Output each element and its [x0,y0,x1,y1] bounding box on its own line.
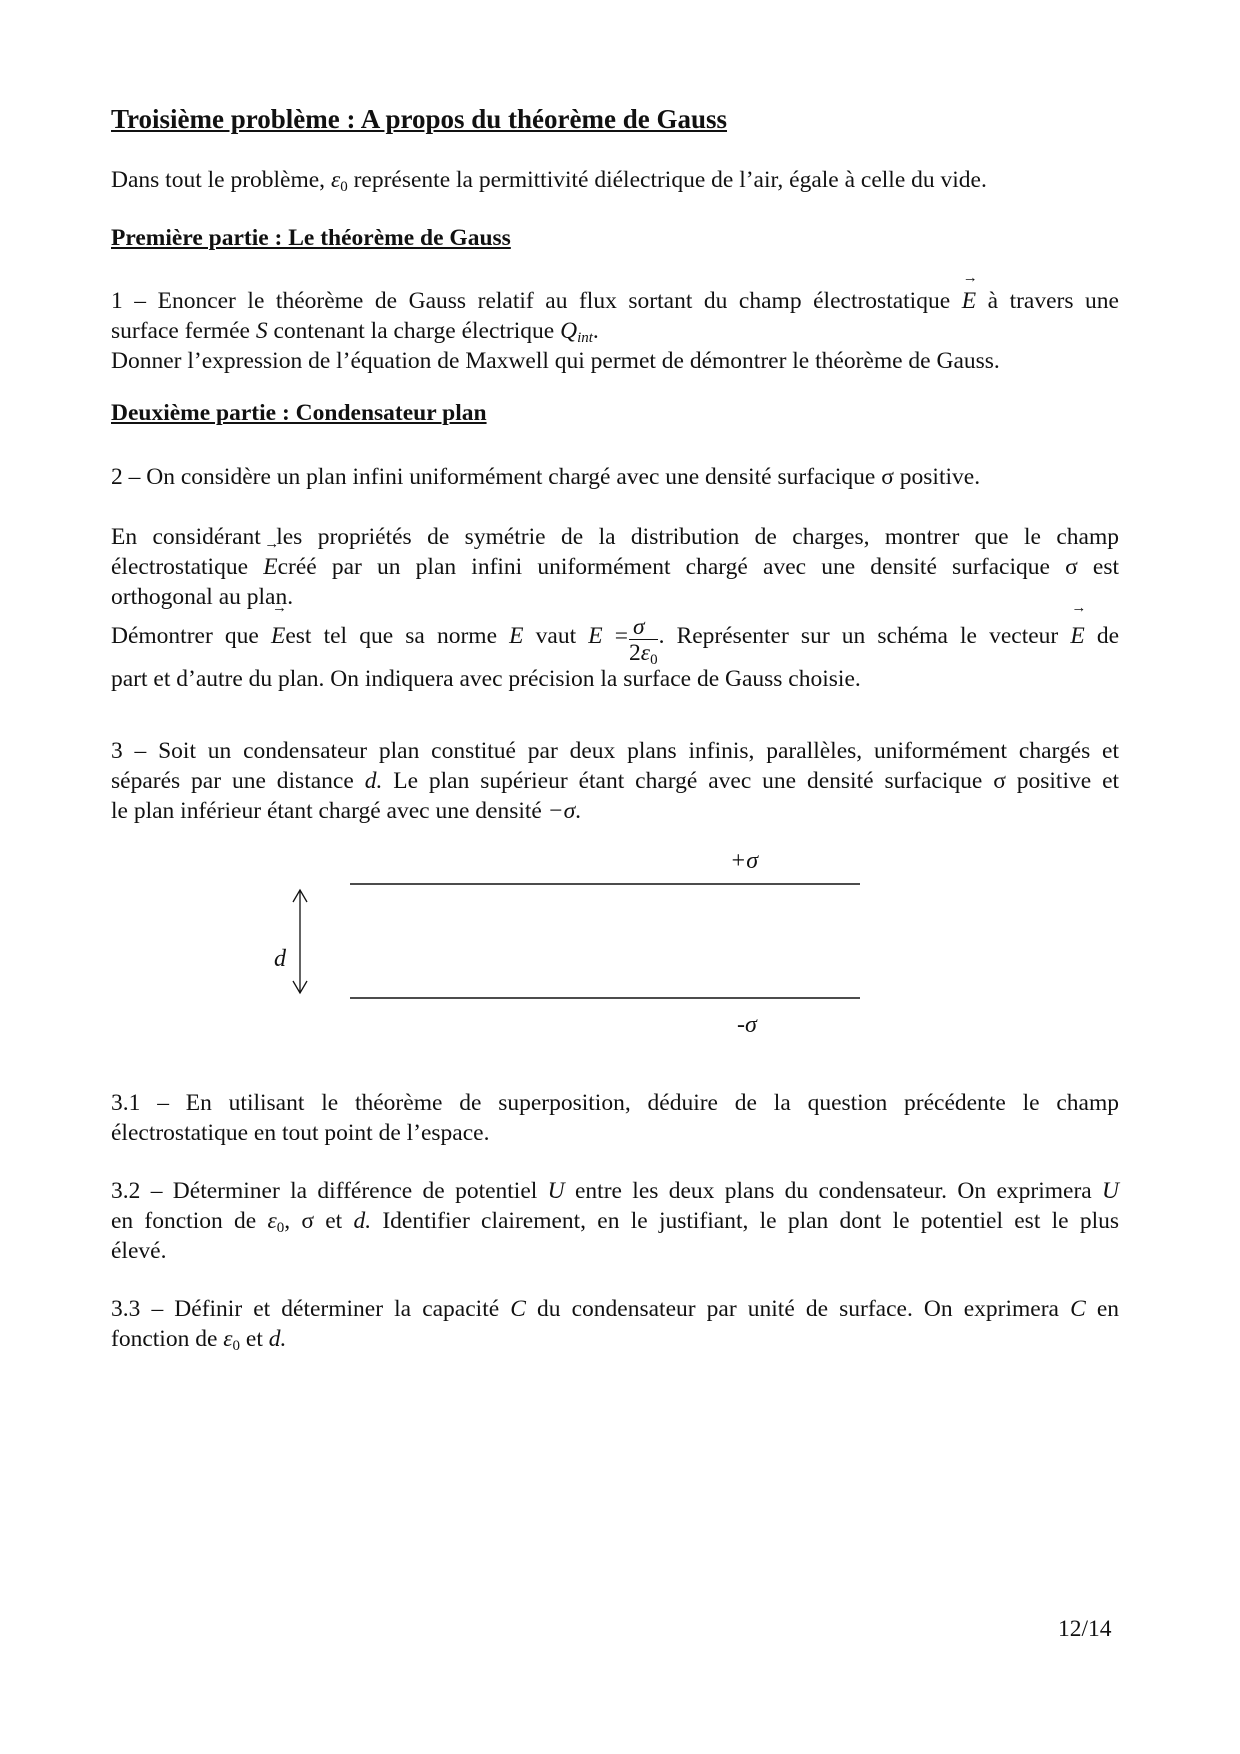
page-number: 12/14 [1058,1616,1112,1642]
distance-label: d [274,946,286,972]
part2-heading: Deuxième partie : Condensateur plan [111,400,487,426]
question-3-2: 3.2 – Déterminer la différence de potentiel U entre les deux plans du condensateur. On exprimera U en fonction de $\varepsilon_0$, σ et d. Identifier clairement, en le justifiant, le plan dont le potentiel est le plus élevé. [111,1178,1120,1264]
part1-heading: Première partie : Le théorème de Gauss [111,225,511,251]
distance-arrow [293,890,307,993]
question-2-intro: 2 – On considère un plan infini uniformément chargé avec une densité surfacique σ positive. [111,464,981,490]
question-3-3: 3.3 – Définir et déterminer la capacité C du condensateur par unité de surface. On exprimera C en fonction de $\varepsilon_0$ et d. [111,1296,1120,1354]
vector-e-symbol: → E [962,286,976,316]
capacitor-diagram [250,836,870,1036]
minus-sigma-label: -σ [737,1012,757,1036]
page-title: Troisième problème : A propos du théorème de Gauss [111,104,728,134]
intro-paragraph: Dans tout le problème, $\varepsilon_0$ représente la permittivité diélectrique de l’air, égale à celle du vide. [111,167,987,195]
plus-sigma-label: +σ [730,848,759,874]
question-3: 3 – Soit un condensateur plan constitué par deux plans infinis, parallèles, uniformément chargés et séparés par une distance d. Le plan supérieur étant chargé avec une densité surfacique σ positive et le plan inférieur étant chargé avec une densité −σ. [111,738,1120,824]
question-2: En considérant les propriétés de symétrie de la distribution de charges, montrer que le champ électrostatique → Ecréé par un plan infini uniformément chargé avec une densité surfacique σ est orthogonal au plan. Démontrer que → Eest tel que sa norme E vaut E = $\frac{\sigma}{2\varepsilon_0}$ . Représenter sur un schéma le vecteur → E de part et d’autre du plan. On indiquera avec précision la surface de Gauss choisie. [111,522,1119,694]
question-3-1: 3.1 – En utilisant le théorème de superposition, déduire de la question précédente le champ électrostatique en tout point de l’espace. [111,1090,1119,1146]
question-1: 1 – Enoncer le théorème de Gauss relatif au flux sortant du champ électrostatique → E à travers une surface fermée S contenant la charge électrique $Q_{int}$. Donner l’expression de l’équation de Maxwell qui permet de démontrer le théorème de Gauss. [111,286,1119,376]
field-formula-fraction: $\frac{\sigma}{2\varepsilon_0}$ [629,614,658,668]
